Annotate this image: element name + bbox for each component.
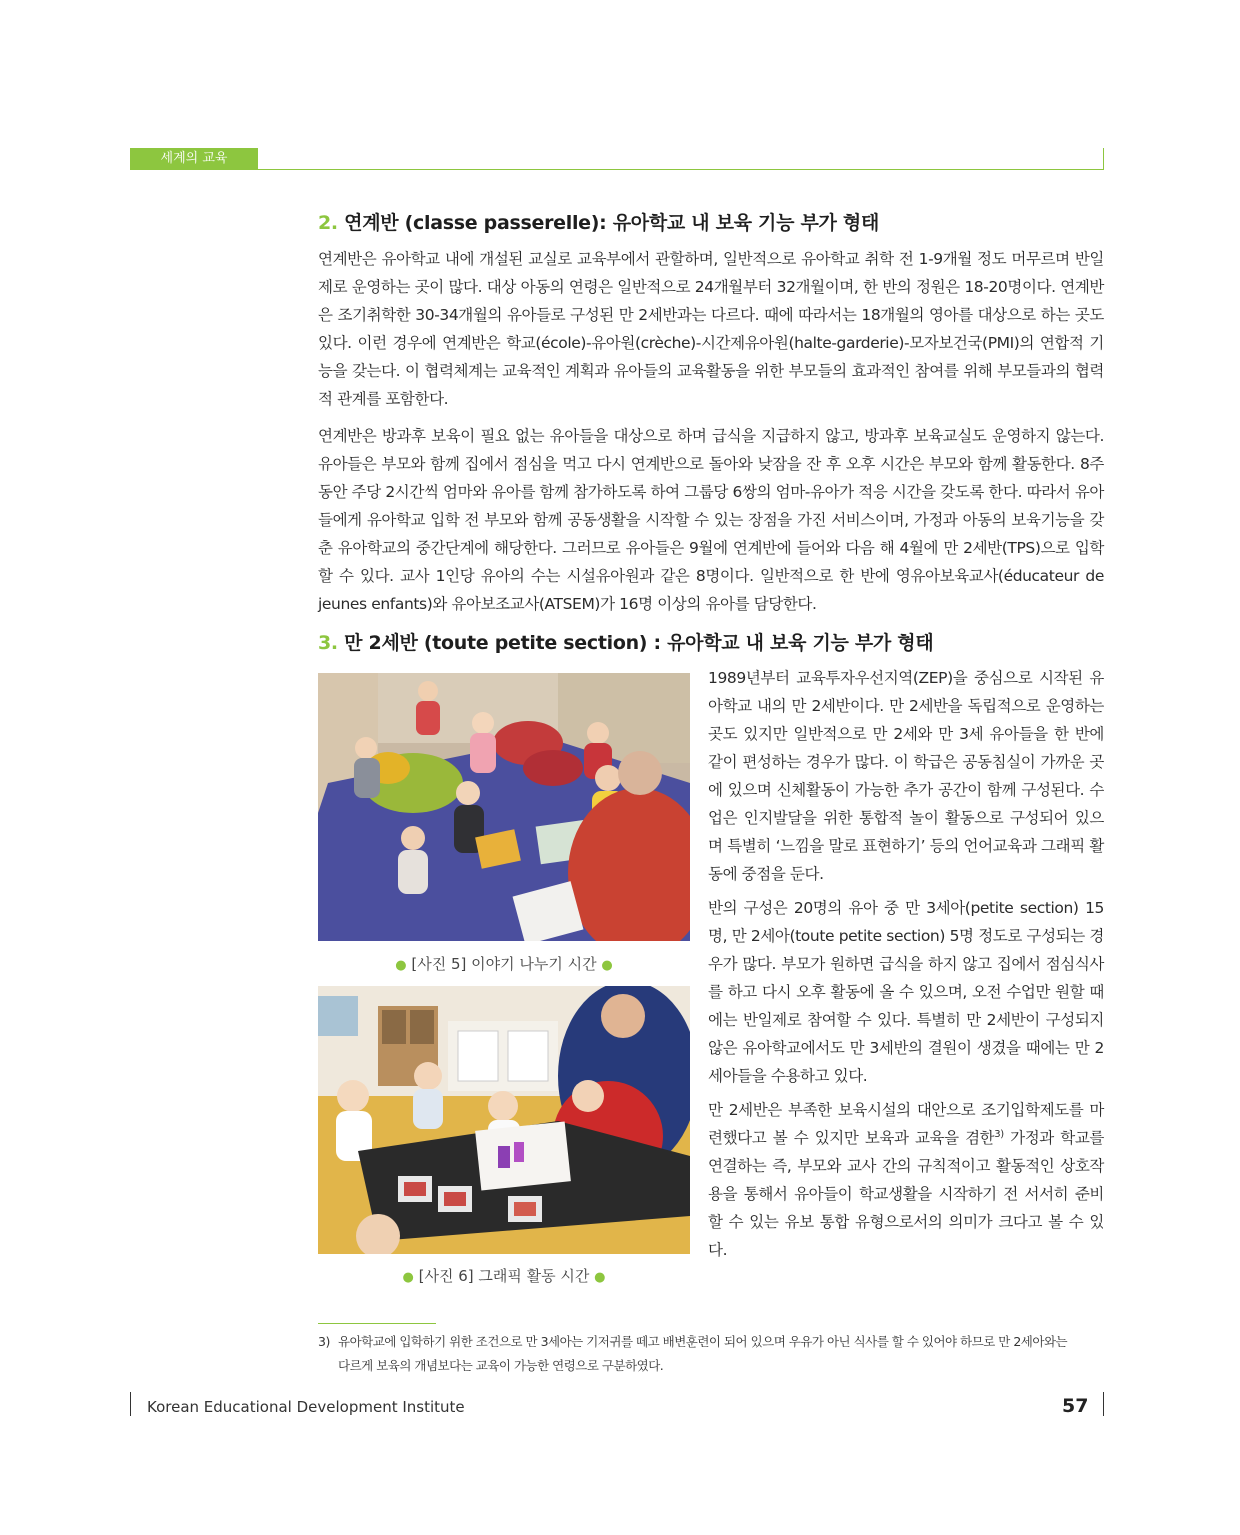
section-2-title: 연계반 (classe passerelle): 유아학교 내 보육 기능 부가 형태 (344, 212, 880, 234)
footer-institute: Korean Educational Development Institute (147, 1398, 465, 1416)
footnote-line-1: 유아학교에 입학하기 위한 조건으로 만 3세아는 기저귀를 떼고 배변훈련이 되어 있으며 우유가 아닌 식사를 할 수 있어야 하므로 만 2세아와는 (338, 1334, 1068, 1349)
photo-5-caption-text: [사진 5] 이야기 나누기 시간 (411, 955, 597, 973)
section-3-paragraph-2: 반의 구성은 20명의 유아 중 만 3세아(petite section) 15명, 만 2세아(toute petite section) 5명 정도로 구성되는 경우가 많다. 부모가 원하면 급식을 하지 않고 집에서 점심식사를 하고 다시 오후 활동에 올 수 있으며, 오전 수업만 원할 때에는 반일제로 참여할 수 있다. 특별히 만 2세반이 구성되지 않은 유아학교에서도 만 3세반의 결원이 생겼을 때에는 만 2세아들을 수용하고 있다. (708, 899, 1104, 1085)
footnote-rule (318, 1323, 436, 1324)
page-number: 57 (1062, 1395, 1089, 1417)
photo-6-graphic-activity (318, 986, 690, 1254)
footer-right-bar (1103, 1392, 1104, 1416)
section-3-paragraph-3-part-2: 가정과 학교를 연결하는 즉, 부모와 교사 간의 규칙적이고 활동적인 상호작용을 통해서 유아들이 학교생활을 시작하기 전 서서히 준비할 수 있는 유보 통합 유형으로서의 의미가 크다고 볼 수 있다. (708, 1129, 1104, 1259)
section-2-number: 2. (318, 212, 338, 234)
section-3-paragraph-3-part-1: 만 2세반은 부족한 보육시설의 대안으로 조기입학제도를 마련했다고 볼 수 있지만 보육과 교육을 겸한 (708, 1101, 1104, 1147)
section-2-paragraph-1: 연계반은 유아학교 내에 개설된 교실로 교육부에서 관할하며, 일반적으로 유아학교 취학 전 1-9개월 정도 머무르며 반일제로 운영하는 곳이 많다. 대상 아동의 연령은 일반적으로 24개월부터 32개월이며, 한 반의 정원은 18-20명이다. 연계반은 조기취학한 30-34개월의 유아들로 구성된 만 2세반과는 다르다. 때에 따라서는 18개월의 영아를 대상으로 하는 곳도 있다. 이런 경우에 연계반은 학교(école)-유아원(crèche)-시간제유아원(halte-garderie)-모자보건국(PMI)의 연합적 기능을 갖는다. 이 협력체계는 교육적인 계획과 유아들의 교육활동을 위한 부모들의 효과적인 참여를 위해 부모들과의 협력적 관계를 포함한다. (318, 250, 1104, 408)
footer-left-bar (130, 1392, 131, 1416)
caption-bullet-icon: ● (402, 1270, 414, 1285)
footnote-line-2: 다르게 보육의 개념보다는 교육이 가능한 연령으로 구분하였다. (338, 1358, 664, 1373)
photo-5-caption (318, 953, 690, 974)
photo-6-caption (318, 1265, 690, 1286)
section-3-number: 3. (318, 632, 338, 654)
footnote-ref-3[interactable]: 3) (994, 1128, 1004, 1140)
caption-bullet-icon: ● (601, 958, 613, 973)
photo-5-story-time (318, 673, 690, 941)
section-3-paragraph-3 (708, 1096, 1104, 1264)
section-3-title: 만 2세반 (toute petite section) : 유아학교 내 보육 기능 부가 형태 (344, 632, 934, 654)
header-tick (1103, 148, 1104, 170)
footnote-number: 3) (318, 1334, 330, 1349)
section-2-paragraph-2: 연계반은 방과후 보육이 필요 없는 유아들을 대상으로 하며 급식을 지급하지 않고, 방과후 보육교실도 운영하지 않는다. 유아들은 부모와 함께 집에서 점심을 먹고 다시 연계반으로 돌아와 낮잠을 잔 후 오후 시간은 부모와 함께 활동한다. 8주 동안 주당 2시간씩 엄마와 유아를 함께 참가하도록 하여 그룹당 6쌍의 엄마-유아가 적응 시간을 갖도록 한다. 따라서 유아들에게 유아학교 입학 전 부모와 함께 공동생활을 시작할 수 있는 장점을 가진 서비스이며, 가정과 아동의 보육기능을 갖춘 유아학교의 중간단계에 해당한다. 그러므로 유아들은 9월에 연계반에 들어와 다음 해 4월에 만 2세반(TPS)으로 입학할 수 있다. 교사 1인당 유아의 수는 시설유아원과 같은 8명이다. 일반적으로 한 반에 영유아보육교사(éducateur de jeunes enfants)와 유아보조교사(ATSEM)가 16명 이상의 유아를 담당한다. (318, 427, 1105, 613)
header-rule (258, 169, 1104, 170)
section-2-heading (318, 208, 879, 235)
photo-6-caption-text: [사진 6] 그래픽 활동 시간 (418, 1267, 590, 1285)
caption-bullet-icon: ● (594, 1270, 606, 1285)
caption-bullet-icon: ● (395, 958, 407, 973)
section-tag: 세계의 교육 (130, 148, 258, 170)
footnote-3 (318, 1330, 1108, 1378)
section-3-heading (318, 628, 933, 655)
section-3-paragraph-1: 1989년부터 교육투자우선지역(ZEP)을 중심으로 시작된 유아학교 내의 만 2세반이다. 만 2세반을 독립적으로 운영하는 곳도 있지만 일반적으로 만 2세와 만 3세 유아들을 한 반에 같이 편성하는 경우가 많다. 이 학급은 공동침실이 가까운 곳에 있으며 신체활동이 가능한 추가 공간이 함께 구성된다. 수업은 인지발달을 위한 통합적 놀이 활동으로 구성되어 있으며 특별히 ‘느낌을 말로 표현하기’ 등의 언어교육과 그래픽 활동에 중점을 둔다. (708, 669, 1104, 883)
